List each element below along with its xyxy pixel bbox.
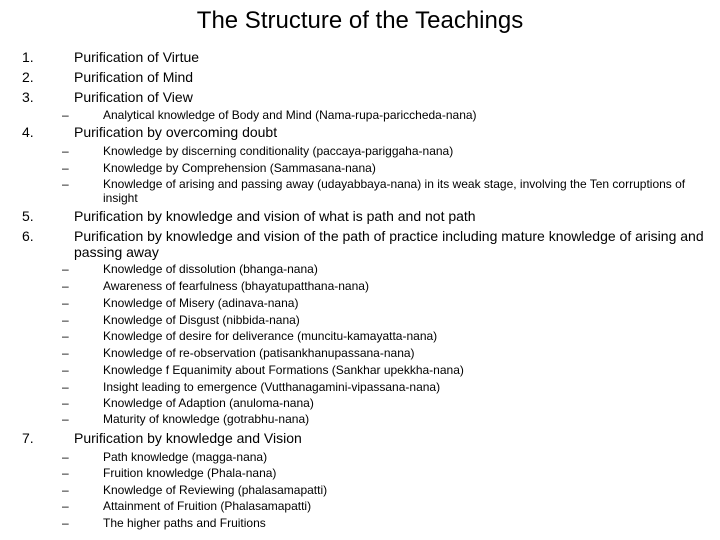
dash-bullet: – [62, 108, 69, 122]
dash-bullet: – [62, 499, 69, 513]
dash-bullet: – [62, 380, 69, 394]
sub-item: Knowledge by discerning conditionality (paccaya-pariggaha-nana) [103, 144, 454, 158]
item-number: 1. [22, 49, 34, 65]
item-number: 3. [22, 89, 34, 105]
dash-bullet: – [62, 483, 69, 497]
sub-item: Knowledge of arising and passing away (udayabbaya-nana) in its weak stage, involving the Ten corruptions of insight [103, 177, 686, 205]
dash-bullet: – [62, 412, 69, 426]
item-text: Purification by knowledge and Vision [74, 430, 302, 446]
item-text: Purification of Mind [74, 69, 194, 85]
page-title: The Structure of the Teachings [196, 7, 524, 34]
item-number: 5. [22, 208, 34, 224]
sub-item: Awareness of fearfulness (bhayatupatthana-nana) [103, 279, 369, 293]
item-text: Purification by knowledge and vision of the path of practice including mature knowledge of arising and passing away [74, 228, 704, 260]
sub-item: Knowledge f Equanimity about Formations (Sankhar upekkha-nana) [103, 363, 464, 377]
sub-item: Insight leading to emergence (Vutthanagamini-vipassana-nana) [103, 380, 441, 394]
sub-item: Knowledge of dissolution (bhanga-nana) [103, 262, 318, 276]
dash-bullet: – [62, 363, 69, 377]
dash-bullet: – [62, 329, 69, 343]
item-number: 2. [22, 69, 34, 85]
sub-item: Maturity of knowledge (gotrabhu-nana) [103, 412, 310, 426]
item-text: Purification by overcoming doubt [74, 124, 278, 140]
sub-item: Knowledge of Adaption (anuloma-nana) [103, 396, 314, 410]
sub-item: Knowledge of re-observation (patisankhanupassana-nana) [103, 346, 415, 360]
item-text: Purification of View [74, 89, 193, 105]
sub-item: Knowledge of Misery (adinava-nana) [103, 296, 299, 310]
sub-item: Knowledge of Reviewing (phalasamapatti) [103, 483, 328, 497]
sub-item: Attainment of Fruition (Phalasamapatti) [103, 499, 312, 513]
dash-bullet: – [62, 161, 69, 175]
sub-item: Knowledge of Disgust (nibbida-nana) [103, 313, 300, 327]
sub-item: Knowledge by Comprehension (Sammasana-nana) [103, 161, 376, 175]
sub-item: Knowledge of desire for deliverance (muncitu-kamayatta-nana) [103, 329, 438, 343]
item-text: Purification of Virtue [74, 49, 200, 65]
item-text: Purification by knowledge and vision of what is path and not path [74, 208, 476, 224]
item-number: 4. [22, 124, 34, 140]
dash-bullet: – [62, 279, 69, 293]
dash-bullet: – [62, 262, 69, 276]
sub-item: The higher paths and Fruitions [103, 516, 266, 530]
item-number: 7. [22, 430, 34, 446]
dash-bullet: – [62, 144, 69, 158]
item-number: 6. [22, 228, 34, 244]
sub-item: Fruition knowledge (Phala-nana) [103, 466, 277, 480]
dash-bullet: – [62, 516, 69, 530]
dash-bullet: – [62, 466, 69, 480]
dash-bullet: – [62, 177, 69, 191]
dash-bullet: – [62, 296, 69, 310]
sub-item: Analytical knowledge of Body and Mind (Nama-rupa-pariccheda-nana) [103, 108, 477, 122]
dash-bullet: – [62, 450, 69, 464]
dash-bullet: – [62, 346, 69, 360]
dash-bullet: – [62, 396, 69, 410]
sub-item: Path knowledge (magga-nana) [103, 450, 268, 464]
dash-bullet: – [62, 313, 69, 327]
